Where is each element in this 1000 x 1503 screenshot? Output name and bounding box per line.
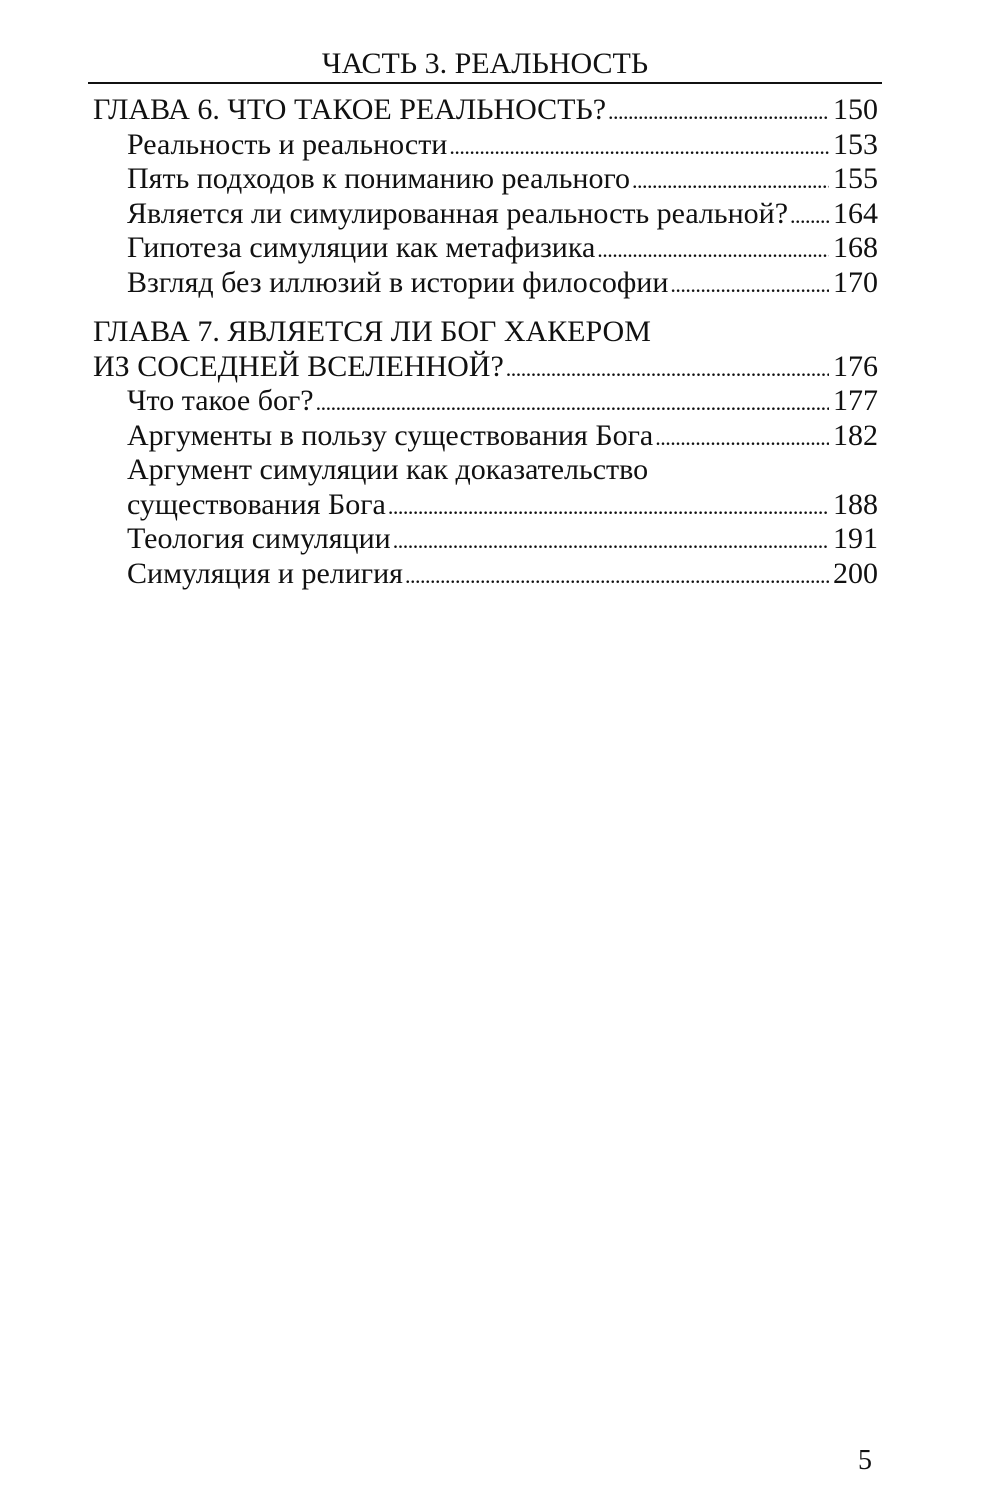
toc-entry[interactable] [93, 453, 878, 488]
toc-entry-page: 176 [833, 349, 878, 383]
toc-entry-page: 182 [833, 418, 878, 452]
toc-entry-title: Реальность и реальности [127, 127, 448, 161]
toc-entry[interactable] [93, 350, 878, 385]
dot-leader [405, 557, 829, 594]
toc-chapter-6 [93, 93, 878, 300]
dot-leader [506, 350, 829, 387]
toc-entry[interactable] [93, 93, 878, 128]
toc-entry-title: ГЛАВА 7. ЯВЛЯЕТСЯ ЛИ БОГ ХАКЕРОМ [93, 315, 651, 348]
toc-entry-page: 150 [833, 93, 878, 126]
toc-entry-page: 188 [833, 487, 878, 521]
toc-entry[interactable] [93, 266, 878, 301]
dot-leader [388, 488, 829, 525]
toc-entry[interactable] [93, 419, 878, 454]
toc-entry-page: 200 [833, 556, 878, 590]
dot-leader [449, 128, 829, 165]
dot-leader [670, 266, 829, 303]
dot-leader [393, 522, 829, 559]
toc-entry-title: Теология симуляции [127, 522, 391, 555]
dot-leader [632, 162, 829, 199]
page-number: 5 [858, 1445, 872, 1476]
toc-entry-title: Взгляд без иллюзий в истории философии [127, 265, 669, 299]
toc-entry-page: 191 [833, 522, 878, 555]
toc-entry[interactable] [93, 315, 878, 350]
dot-leader [655, 419, 829, 456]
toc-entry-page: 155 [833, 162, 878, 195]
dot-leader [316, 384, 829, 421]
toc-entry[interactable] [93, 384, 878, 419]
toc-entry-title: ГЛАВА 6. ЧТО ТАКОЕ РЕАЛЬНОСТЬ? [93, 93, 607, 126]
toc-entry-title: Аргумент симуляции как доказательство [127, 453, 649, 486]
toc-entry[interactable] [93, 128, 878, 163]
toc-entry[interactable] [93, 488, 878, 523]
toc-entry-title: Симуляция и религия [127, 556, 403, 590]
toc-entry[interactable] [93, 557, 878, 592]
toc-entry-title: существования Бога [127, 487, 386, 521]
toc-entry[interactable] [93, 162, 878, 197]
toc-entry-page: 170 [833, 265, 878, 299]
dot-leader [597, 231, 829, 268]
toc-entry-page: 177 [833, 384, 878, 417]
toc-entry-page: 168 [833, 231, 878, 264]
dot-leader [608, 93, 829, 130]
toc-entry-title: Гипотеза симуляции как метафизика [127, 231, 596, 264]
toc-entry[interactable] [93, 197, 878, 232]
toc-chapter-7 [93, 315, 878, 591]
toc-entry[interactable] [93, 231, 878, 266]
toc-entry-title: Аргументы в пользу существования Бога [127, 418, 654, 452]
toc-entry-page: 153 [833, 127, 878, 161]
dot-leader [790, 197, 829, 234]
part-title: ЧАСТЬ 3. РЕАЛЬНОСТЬ [321, 47, 649, 80]
toc-entry[interactable] [93, 522, 878, 557]
toc-entry-title: ИЗ СОСЕДНЕЙ ВСЕЛЕННОЙ? [93, 349, 504, 383]
toc-entry-title: Является ли симулированная реальность реальной? [127, 196, 789, 230]
toc-entry-page: 164 [833, 196, 878, 230]
toc-entry-title: Что такое бог? [127, 384, 314, 417]
toc-entry-title: Пять подходов к пониманию реального [127, 162, 631, 195]
header-rule [88, 82, 882, 84]
